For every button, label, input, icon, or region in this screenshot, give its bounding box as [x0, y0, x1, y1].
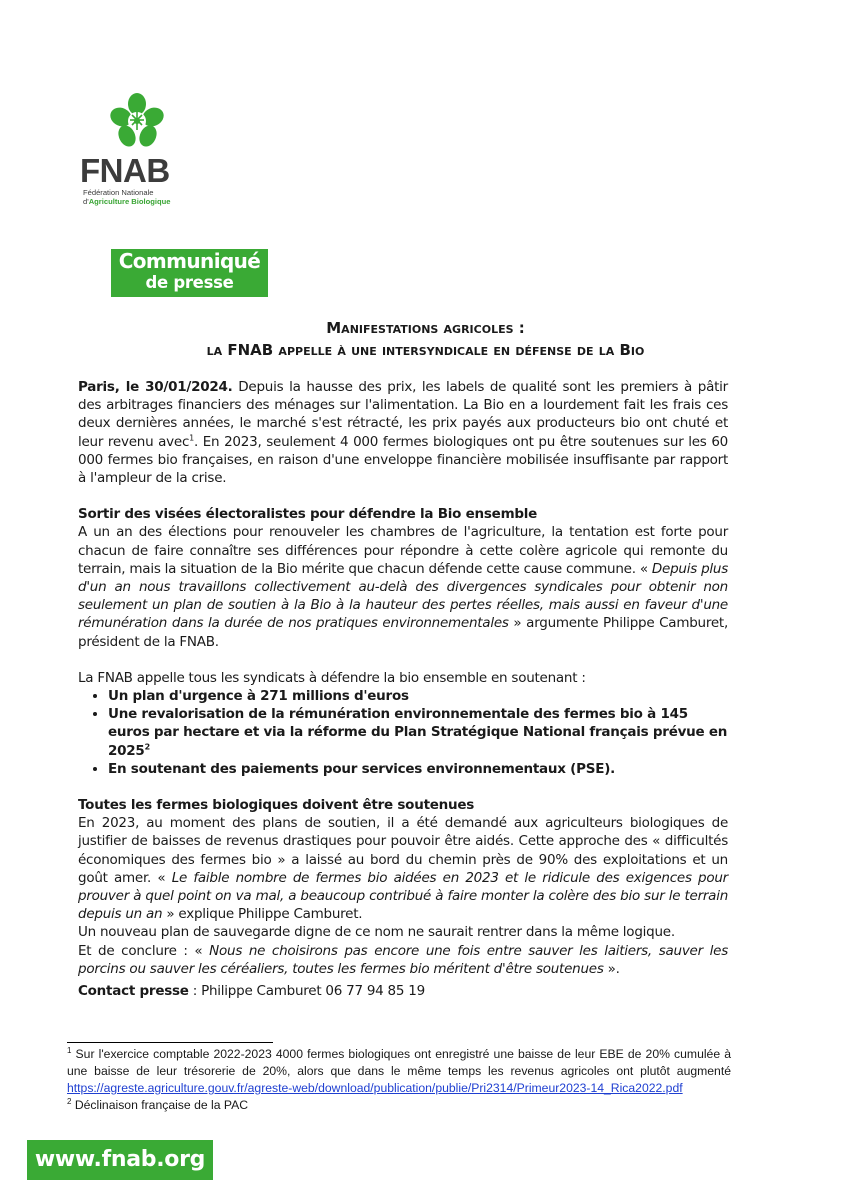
contact-label: Contact presse: [78, 983, 189, 1000]
badge-line2: de presse: [145, 273, 234, 292]
title-line1: Manifestations agricoles :: [326, 319, 525, 337]
flower-icon: [108, 92, 166, 150]
section1-heading: Sortir des visées électoralistes pour défendre la Bio ensemble: [78, 506, 538, 523]
page-title: [78, 317, 773, 361]
badge-line1: Communiqué: [118, 249, 261, 273]
article-body: [78, 378, 728, 1000]
logo-subtitle-line1: Fédération Nationale: [83, 188, 154, 197]
contact-value: : Philippe Camburet 06 77 94 85 19: [188, 983, 425, 1000]
footnote-divider: [67, 1042, 273, 1043]
footnotes: [67, 1046, 731, 1114]
section2-quote: Le faible nombre de fermes bio aidées en 2023 et le ridicule des exigences pour prouver à quel point on va mal, a beaucoup contribué à faire monter la colère des bio sur le terrain depuis un an: [78, 869, 728, 923]
conclusion-quote: Nous ne choisirons pas encore une fois entre sauver les laitiers, sauver les porcins ou sauver les céréaliers, toutes les fermes bio méritent d'être soutenues: [78, 942, 728, 977]
communique-badge: [111, 249, 268, 297]
conclusion-paragraph: Et de conclure : « Nous ne choisirons pas encore une fois entre sauver les laitiers, sauver les porcins ou sauver les céréaliers, toutes les fermes bio méritent d'être soutenues ».: [78, 942, 728, 977]
logo-subtitle: [83, 188, 190, 206]
contact-line: [78, 982, 728, 1000]
logo-subtitle-line2: d'Agriculture Biologique: [83, 197, 171, 206]
list-item: • Un plan d'urgence à 271 millions d'euros: [108, 687, 728, 705]
section1-quote: Depuis plus d'un an nous travaillons collectivement au-delà des divergences syndicales pour obtenir non seulement un plan de soutien à la Bio à la hauteur des pertes réelles, mais aussi en faveur d'une rémunération dans la durée de nos pratiques environnementales: [78, 560, 728, 632]
logo-name: FNAB: [80, 152, 170, 189]
footnote-2: $^2$ Déclinaison française de la PAC: [67, 1096, 249, 1112]
section2-paragraph: En 2023, au moment des plans de soutien, il a été demandé aux agriculteurs biologiques de justifier de baisses de revenus drastiques pour pouvoir être aidés. Cette approche des « difficultés économiques des fermes bio » a laissé au bord du chemin près de 90% des exploitations et un goût amer. « Le faible nombre de fermes bio aidées en 2023 et le ridicule des exigences pour prouver à quel point on va mal, a beaucoup contribué à faire monter la colère des bio sur le terrain depuis un an » explique Philippe Camburet.: [78, 815, 728, 923]
demands-list: [78, 687, 728, 778]
section2-paragraph-2: Un nouveau plan de sauvegarde digne de ce nom ne saurait rentrer dans la même logique.: [78, 924, 675, 941]
section2-heading: Toutes les fermes biologiques doivent être soutenues: [78, 797, 475, 814]
title-line2: la FNAB appelle à une intersyndicale en défense de la Bio: [206, 341, 645, 359]
list-item: • En soutenant des paiements pour services environnementaux (PSE).: [108, 760, 728, 778]
fnab-logo: [80, 92, 190, 206]
dateline: Paris, le 30/01/2024.: [78, 379, 233, 395]
footnote-ref-1[interactable]: 1: [189, 433, 194, 443]
website-badge[interactable]: www.fnab.org: [27, 1140, 213, 1180]
appeal-intro: La FNAB appelle tous les syndicats à défendre la bio ensemble en soutenant :: [78, 669, 586, 686]
list-item: • Une revalorisation de la rémunération environnementale des fermes bio à 145 euros par hectare et via la réforme du Plan Stratégique National français prévue en 2025$^2$: [108, 705, 728, 760]
footnote-link[interactable]: https://agreste.agriculture.gouv.fr/agreste-web/download/publication/publie/Pri2314/Primeur2023-14_Rica2022.pdf: [67, 1081, 683, 1095]
footnote-1: $^1$ Sur l'exercice comptable 2022-2023 4000 fermes biologiques ont enregistré une baisse de leur EBE de 20% cumulée à une baisse de leur trésorerie de 20%, alors que dans le même temps les revenus agricoles ont plutôt augmenté https://agreste.agriculture.gouv.fr/agreste-web/download/publication/publie/Pri2314/Primeur2023-14_Rica2022.pdf: [67, 1045, 731, 1095]
intro-paragraph: Paris, le 30/01/2024. Depuis la hausse des prix, les labels de qualité sont les premiers à pâtir des arbitrages financiers des ménages sur l'alimentation. La Bio en a lourdement fait les frais ces deux dernières années, le marché s'est rétracté, les prix payés aux producteurs bio ont chuté et leur revenu avec$^1$. En 2023, seulement 4 000 fermes biologiques ont pu être soutenues sur les 60 000 fermes bio françaises, en raison d'une enveloppe financière mobilisée insuffisante par rapport à l'ampleur de la crise.: [78, 379, 729, 487]
footnote-ref-2[interactable]: 2: [144, 742, 150, 752]
section1-paragraph: A un an des élections pour renouveler les chambres de l'agriculture, la tentation est forte pour chacun de faire connaître ses différences pour répondre à cette colère agricole qui remonte du terrain, mais la situation de la Bio mérite que chacun défende cette cause commune. « Depuis plus d'un an nous travaillons collectivement au-delà des divergences syndicales pour obtenir non seulement un plan de soutien à la Bio à la hauteur des pertes réelles, mais aussi en faveur d'une rémunération dans la durée de nos pratiques environnementales » argumente Philippe Camburet, président de la FNAB.: [78, 524, 729, 650]
